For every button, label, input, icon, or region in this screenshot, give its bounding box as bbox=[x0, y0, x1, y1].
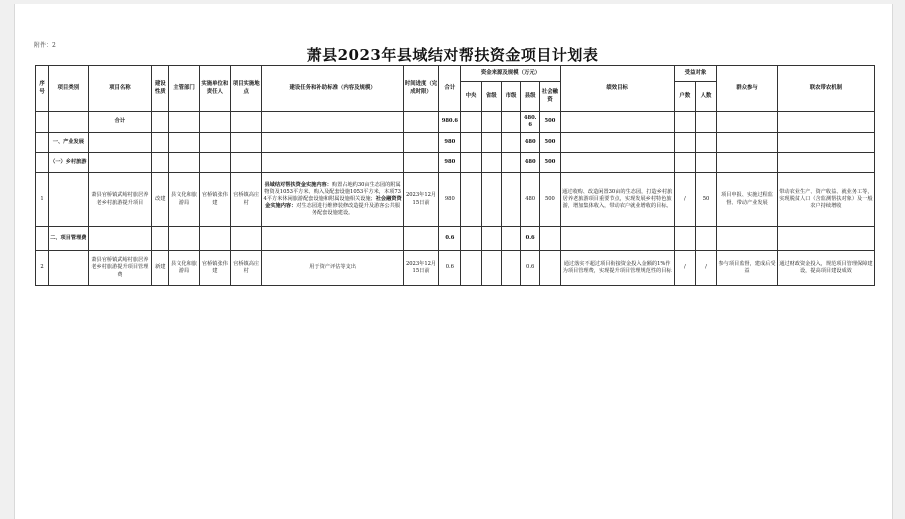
header-schedule: 时间进度（完成时限） bbox=[403, 66, 438, 112]
project-2-schedule: 2023年12月15日前 bbox=[403, 251, 438, 286]
table-row bbox=[36, 227, 875, 251]
header-mechanism: 联农带农机制 bbox=[777, 66, 874, 112]
project-1-unit: 官桥镇张伟建 bbox=[199, 173, 230, 227]
table-row bbox=[36, 173, 875, 227]
project-1-schedule: 2023年12月15日前 bbox=[403, 173, 438, 227]
header-provincial: 省级 bbox=[481, 82, 501, 112]
project-2-location: 官桥镇高庄村 bbox=[231, 251, 262, 286]
header-social: 社会融资 bbox=[540, 82, 560, 112]
project-1-location: 官桥镇高庄村 bbox=[231, 173, 262, 227]
subcategory-tourism-total: 980 bbox=[439, 153, 461, 173]
category-industry-social: 500 bbox=[540, 133, 560, 153]
project-1-mass: 项目申报、实施过程监督、带动产业发展 bbox=[717, 173, 778, 227]
header-seq: 序号 bbox=[36, 66, 49, 112]
project-1-name: 萧县官桥镇武峪村旅居养老乡村旅游提升项目 bbox=[88, 173, 152, 227]
project-1-mechanism: 带动农业生产、资产收益、就业务工等，实现脱贫人口（含监测帮扶对象）及一般农户持续增收 bbox=[777, 173, 874, 227]
header-goals: 绩效目标 bbox=[560, 66, 674, 112]
subcategory-tourism-social: 500 bbox=[540, 153, 560, 173]
project-1-persons: 50 bbox=[695, 173, 716, 227]
project-2-county: 0.6 bbox=[521, 251, 540, 286]
project-2-goals: 通过落实不超过项目衔接资金投入金额的1%作为项目管理费，实现提升项目管理规范性的目标 bbox=[560, 251, 674, 286]
row-total-social: 500 bbox=[540, 112, 560, 133]
project-1-task-text-1: 购置占地约30亩生态园的附属物资及1053平方米、购入及配套设施1053平方米，本项734平方米休闲旅游配套设施和附属设施相关设施； bbox=[263, 181, 401, 202]
project-1-total: 980 bbox=[439, 173, 461, 227]
header-nature: 建设性质 bbox=[152, 66, 169, 112]
project-2-nature: 新建 bbox=[152, 251, 169, 286]
header-municipal: 市级 bbox=[501, 82, 520, 112]
header-beneficiaries-group: 受益对象 bbox=[674, 66, 716, 82]
project-2-total: 0.6 bbox=[439, 251, 461, 286]
project-2-unit: 官桥镇张伟建 bbox=[199, 251, 230, 286]
project-2-households: / bbox=[674, 251, 695, 286]
header-category: 项目类别 bbox=[49, 66, 88, 112]
header-households: 户数 bbox=[674, 82, 695, 112]
page-title: 萧县2023年县域结对帮扶资金项目计划表 bbox=[306, 46, 599, 64]
category-management-total: 0.6 bbox=[439, 227, 461, 251]
header-dept: 主管部门 bbox=[169, 66, 199, 112]
header-location: 项目实施地点 bbox=[231, 66, 262, 112]
header-mass-participation: 群众参与 bbox=[717, 66, 778, 112]
project-1-goals: 通过收购、改造闲置30亩的生态园，打造乡村旅居养老旅游项目重要节点，实现发展乡村特色旅游，增加集体收入，带动农户就业增收的目标。 bbox=[560, 173, 674, 227]
subcategory-tourism-label: （一）乡村旅游 bbox=[49, 153, 88, 173]
category-industry-label: 一、产业发展 bbox=[49, 133, 88, 153]
table-row bbox=[36, 112, 875, 133]
project-1-task-heading-1: 县域结对帮扶资金实施内容： bbox=[264, 181, 332, 188]
project-2-mass: 参与项目监督，建成后受益 bbox=[717, 251, 778, 286]
table-row bbox=[36, 133, 875, 153]
header-total: 合计 bbox=[439, 66, 461, 112]
project-1-task-text-2: 对生态园进行维修装修改造提升及游客公共服务配套设施建设。 bbox=[296, 203, 401, 217]
project-2-persons: / bbox=[695, 251, 716, 286]
project-2-task: 用于资产评估等支出 bbox=[262, 251, 404, 286]
project-1-nature: 改建 bbox=[152, 173, 169, 227]
header-central: 中央 bbox=[461, 82, 481, 112]
subcategory-tourism-county: 480 bbox=[521, 153, 540, 173]
header-persons: 人数 bbox=[695, 82, 716, 112]
header-tasks: 建设任务和补助标准（内容及规模） bbox=[262, 66, 404, 112]
category-industry-county: 480 bbox=[521, 133, 540, 153]
row-total-county: 480.6 bbox=[521, 112, 540, 133]
table-row bbox=[36, 153, 875, 173]
attachment-label: 附件：2 bbox=[34, 42, 56, 49]
header-unit: 实施单位和责任人 bbox=[199, 66, 230, 112]
row-total-sum: 980.6 bbox=[439, 112, 461, 133]
project-1-social: 500 bbox=[540, 173, 560, 227]
project-2-mechanism: 通过财政资金投入，规范项目管理保障建设，提高项目建设成效 bbox=[777, 251, 874, 286]
row-total-label: 合计 bbox=[88, 112, 152, 133]
project-1-households: / bbox=[674, 173, 695, 227]
category-management-label: 二、项目管理费 bbox=[49, 227, 88, 251]
project-2-name: 萧县官桥镇武峪村旅居养老乡村旅游提升项目管理费 bbox=[88, 251, 152, 286]
project-1-seq: 1 bbox=[36, 173, 49, 227]
project-2-seq: 2 bbox=[36, 251, 49, 286]
header-county: 县级 bbox=[521, 82, 540, 112]
project-1-county: 480 bbox=[521, 173, 540, 227]
category-management-county: 0.6 bbox=[521, 227, 540, 251]
category-industry-total: 980 bbox=[439, 133, 461, 153]
project-1-task-heading-2: 社会融资资金实施内容： bbox=[265, 195, 402, 209]
header-name: 项目名称 bbox=[88, 66, 152, 112]
project-1-tasks bbox=[262, 173, 404, 227]
table-row bbox=[36, 251, 875, 286]
fund-plan-table bbox=[35, 65, 875, 286]
project-2-dept: 县文化和旅游局 bbox=[169, 251, 199, 286]
header-funds-group: 资金来源及规模（万元） bbox=[461, 66, 560, 82]
project-1-dept: 县文化和旅游局 bbox=[169, 173, 199, 227]
